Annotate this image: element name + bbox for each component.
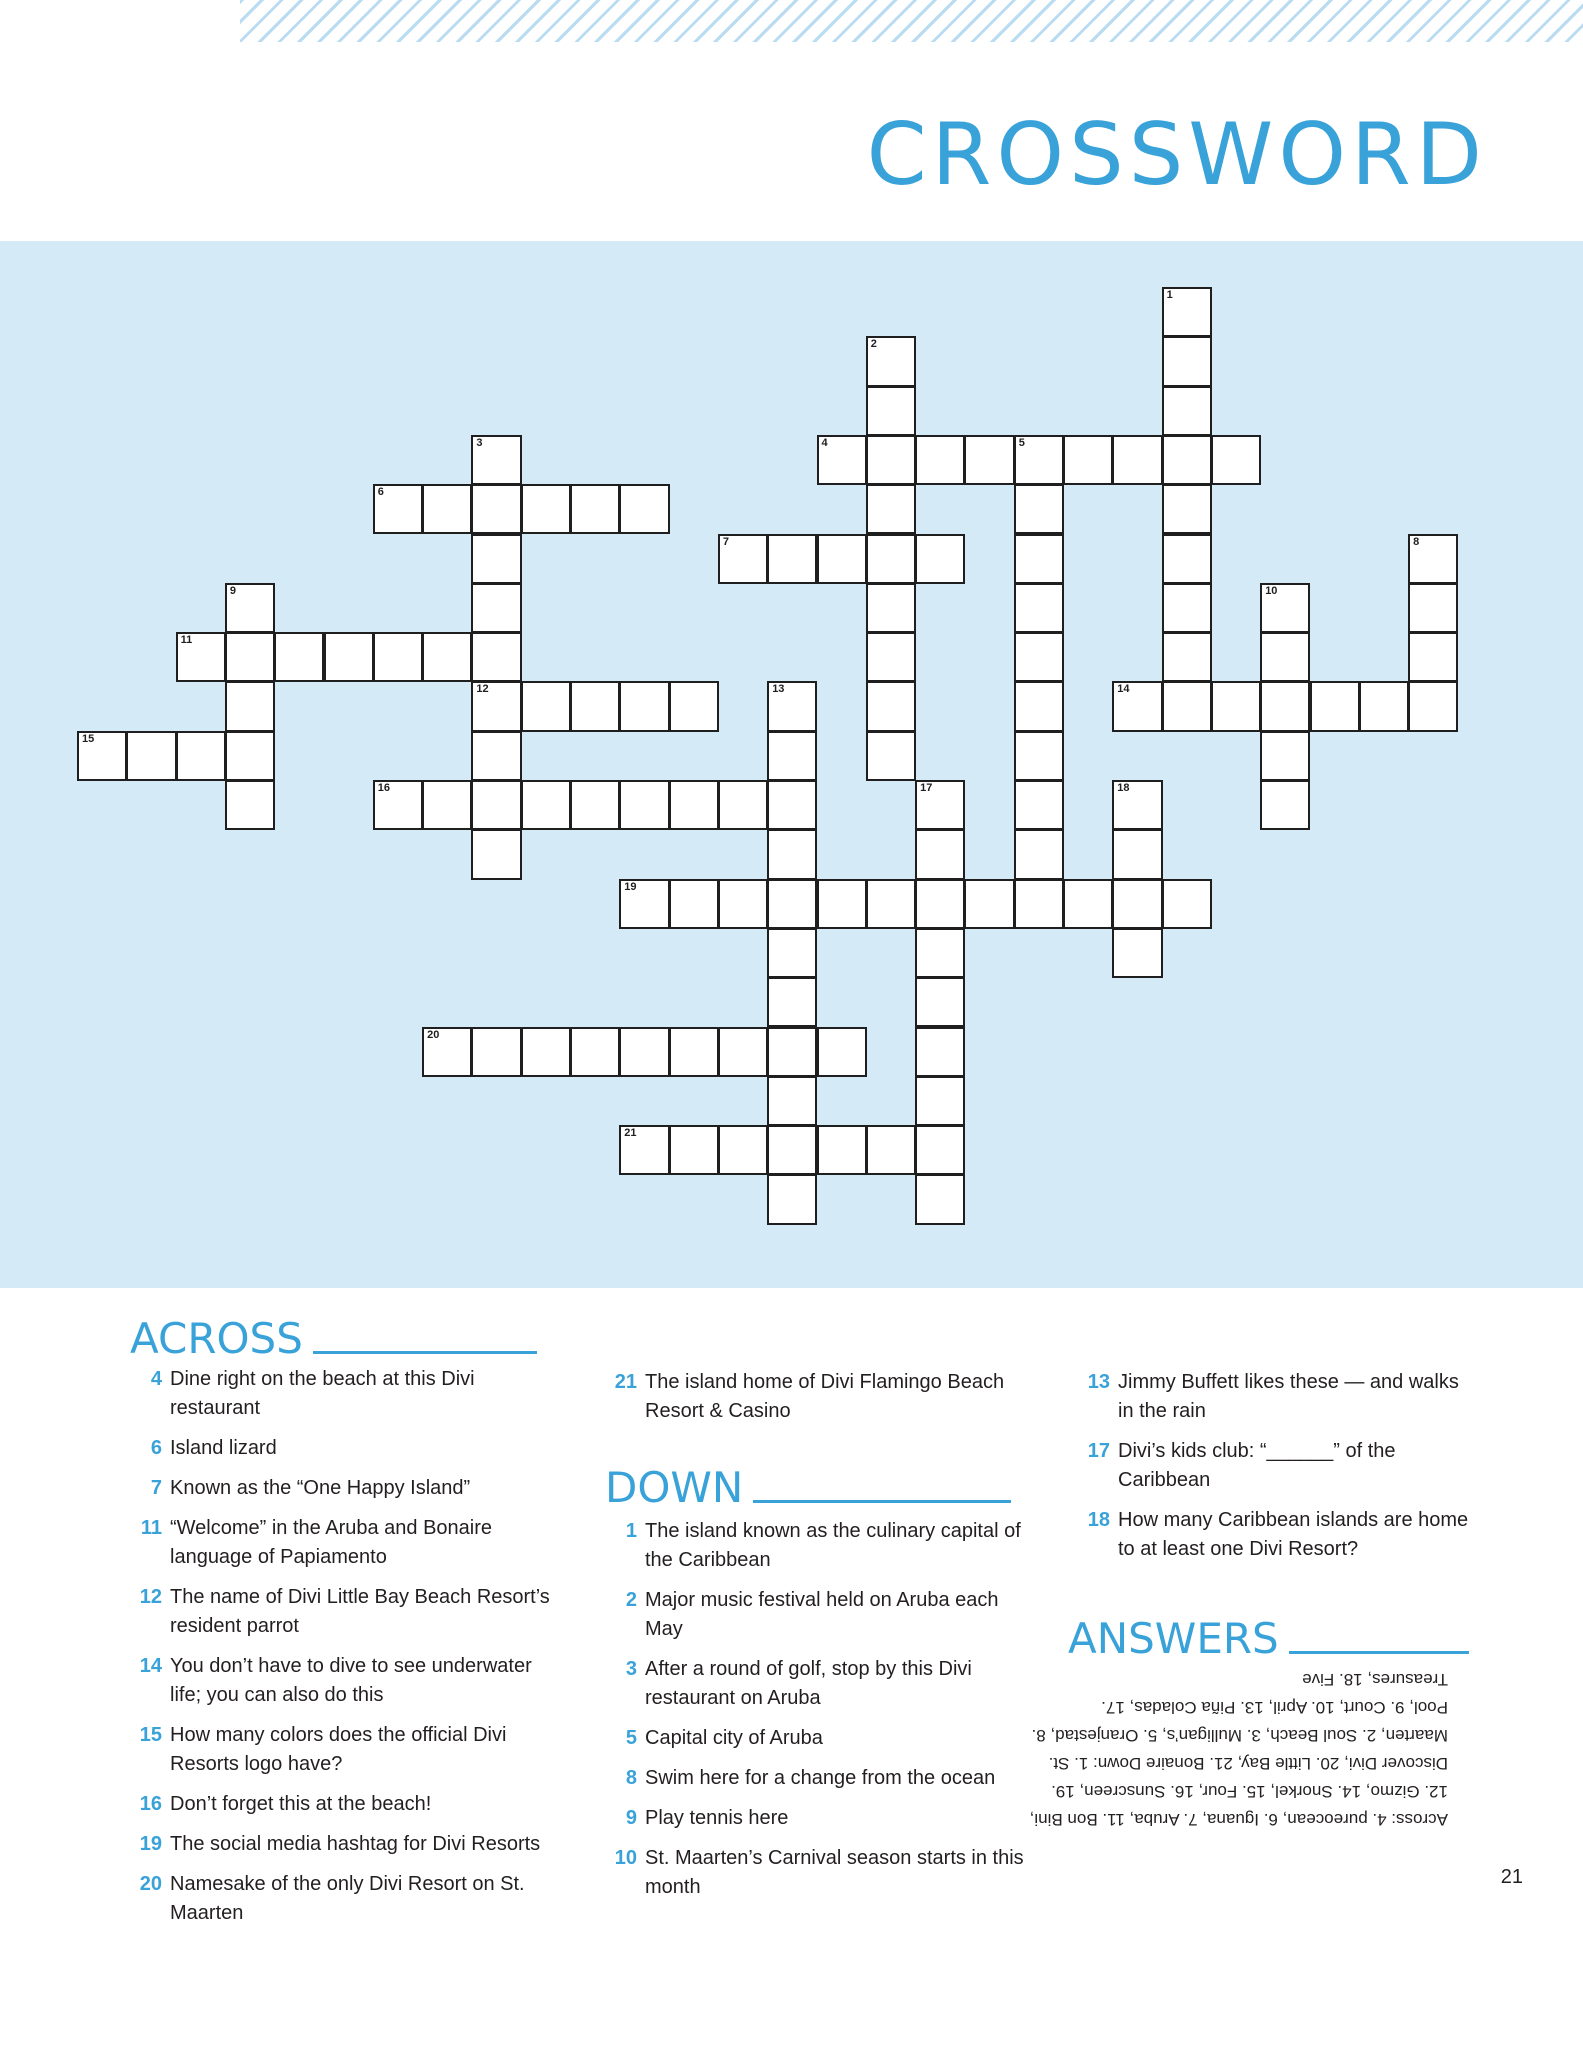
cell-clue-number: 4 <box>821 436 828 449</box>
grid-cell[interactable] <box>324 632 374 682</box>
clue-text: Play tennis here <box>645 1807 789 1829</box>
grid-cell[interactable] <box>718 534 768 584</box>
grid-cell[interactable] <box>1310 681 1360 731</box>
grid-cell[interactable] <box>1112 879 1162 929</box>
grid-cell[interactable] <box>866 435 916 485</box>
grid-cell[interactable] <box>767 534 817 584</box>
grid-cell[interactable] <box>619 879 669 929</box>
grid-cell[interactable] <box>915 1174 965 1224</box>
grid-cell[interactable] <box>570 780 620 830</box>
cell-clue-number: 15 <box>82 732 95 745</box>
grid-cell[interactable] <box>915 435 965 485</box>
across-clues-col-2 <box>605 1368 1025 1437</box>
grid-cell[interactable] <box>1014 632 1064 682</box>
grid-cell[interactable] <box>1359 681 1409 731</box>
grid-cell[interactable] <box>767 879 817 929</box>
clue-text: How many Caribbean islands are home to at least one Divi Resort? <box>1118 1509 1469 1560</box>
down-heading-rule <box>753 1500 1011 1503</box>
grid-cell[interactable] <box>1408 681 1458 731</box>
page-title: CROSSWORD <box>866 105 1487 205</box>
grid-cell[interactable] <box>915 1076 965 1126</box>
crossword-band <box>0 241 1583 1288</box>
cell-clue-number: 5 <box>1018 436 1025 449</box>
grid-cell[interactable] <box>619 780 669 830</box>
grid-cell[interactable] <box>866 386 916 436</box>
grid-cell[interactable] <box>1408 632 1458 682</box>
grid-cell[interactable] <box>669 1125 719 1175</box>
grid-cell[interactable] <box>767 780 817 830</box>
cell-clue-number: 2 <box>870 338 877 351</box>
clue-across-7 <box>130 1474 550 1503</box>
clue-across-12 <box>130 1583 550 1641</box>
clue-text: The island home of Divi Flamingo Beach Resort & Casino <box>645 1371 1005 1422</box>
grid-cell[interactable] <box>817 435 867 485</box>
grid-cell[interactable] <box>817 1125 867 1175</box>
grid-cell[interactable] <box>619 681 669 731</box>
grid-cell[interactable] <box>176 731 226 781</box>
grid-cell[interactable] <box>471 1027 521 1077</box>
grid-cell[interactable] <box>176 632 226 682</box>
clue-down-9 <box>605 1804 1025 1833</box>
clue-down-18 <box>1078 1506 1478 1564</box>
grid-cell[interactable] <box>1162 583 1212 633</box>
grid-cell[interactable] <box>915 977 965 1027</box>
clue-text: Don’t forget this at the beach! <box>170 1793 432 1815</box>
grid-cell[interactable] <box>1162 681 1212 731</box>
cell-clue-number: 19 <box>624 880 637 893</box>
grid-cell[interactable] <box>915 879 965 929</box>
cell-clue-number: 10 <box>1265 584 1278 597</box>
clue-across-11 <box>130 1514 550 1572</box>
grid-cell[interactable] <box>1162 484 1212 534</box>
grid-cell[interactable] <box>669 879 719 929</box>
grid-cell[interactable] <box>767 1027 817 1077</box>
clue-text: The island known as the culinary capital of the Caribbean <box>645 1520 1021 1571</box>
grid-cell[interactable] <box>964 435 1014 485</box>
grid-cell[interactable] <box>619 1125 669 1175</box>
grid-cell[interactable] <box>866 583 916 633</box>
clue-number: 1 <box>625 1520 637 1542</box>
clue-number: 8 <box>625 1767 637 1789</box>
clue-text: “Welcome” in the Aruba and Bonaire language of Papiamento <box>170 1517 493 1568</box>
grid-cell[interactable] <box>570 1027 620 1077</box>
answers-heading-rule <box>1289 1651 1469 1654</box>
clue-down-5 <box>605 1724 1025 1753</box>
cell-clue-number: 14 <box>1117 683 1130 696</box>
grid-cell[interactable] <box>866 731 916 781</box>
grid-cell[interactable] <box>1162 435 1212 485</box>
clue-down-1 <box>605 1517 1025 1575</box>
grid-cell[interactable] <box>225 632 275 682</box>
grid-cell[interactable] <box>1014 484 1064 534</box>
grid-cell[interactable] <box>373 780 423 830</box>
grid-cell[interactable] <box>767 829 817 879</box>
cell-clue-number: 6 <box>377 486 384 499</box>
clue-text: Swim here for a change from the ocean <box>645 1767 996 1789</box>
grid-cell[interactable] <box>1112 681 1162 731</box>
cell-clue-number: 3 <box>476 436 483 449</box>
grid-cell[interactable] <box>225 780 275 830</box>
down-heading-text: DOWN <box>605 1463 744 1512</box>
grid-cell[interactable] <box>718 780 768 830</box>
grid-cell[interactable] <box>718 1027 768 1077</box>
grid-cell[interactable] <box>866 681 916 731</box>
grid-cell[interactable] <box>866 879 916 929</box>
clue-number: 3 <box>625 1658 637 1680</box>
across-heading-rule <box>313 1351 537 1354</box>
grid-cell[interactable] <box>471 780 521 830</box>
clue-number: 5 <box>625 1727 637 1749</box>
clue-down-2 <box>605 1586 1025 1644</box>
cell-clue-number: 16 <box>377 782 391 794</box>
clue-text: Divi’s kids club: “______” of the Caribbean <box>1118 1440 1396 1491</box>
cell-clue-number: 1 <box>1166 289 1173 301</box>
clue-across-14 <box>130 1652 550 1710</box>
clue-across-15 <box>130 1721 550 1779</box>
grid-cell[interactable] <box>471 632 521 682</box>
across-clues-col-1 <box>130 1365 550 1939</box>
cell-clue-number: 8 <box>1413 535 1420 548</box>
answers-heading-text: ANSWERS <box>1068 1614 1279 1663</box>
grid-cell[interactable] <box>1014 829 1064 879</box>
across-heading-text: ACROSS <box>130 1314 303 1363</box>
clue-number: 4 <box>150 1368 162 1390</box>
down-heading <box>605 1463 1011 1512</box>
grid-cell[interactable] <box>1014 731 1064 781</box>
cell-clue-number: 17 <box>920 782 933 794</box>
across-heading <box>130 1314 537 1363</box>
clue-text: St. Maarten’s Carnival season starts in this month <box>645 1847 1024 1898</box>
grid-cell[interactable] <box>1162 632 1212 682</box>
grid-cell[interactable] <box>817 879 867 929</box>
grid-cell[interactable] <box>866 336 916 386</box>
grid-cell[interactable] <box>1211 681 1261 731</box>
grid-cell[interactable] <box>1014 583 1064 633</box>
grid-cell[interactable] <box>126 731 176 781</box>
grid-cell[interactable] <box>521 484 571 534</box>
clue-across-19 <box>130 1830 550 1859</box>
grid-cell[interactable] <box>1063 435 1113 485</box>
cell-clue-number: 7 <box>722 535 730 548</box>
grid-cell[interactable] <box>619 1027 669 1077</box>
cell-clue-number: 21 <box>624 1127 637 1140</box>
clue-number: 15 <box>139 1724 162 1746</box>
cell-clue-number: 20 <box>427 1028 440 1041</box>
grid-cell[interactable] <box>471 534 521 584</box>
clue-number: 13 <box>1087 1371 1110 1393</box>
grid-cell[interactable] <box>471 484 521 534</box>
grid-cell[interactable] <box>1162 879 1212 929</box>
grid-cell[interactable] <box>1014 534 1064 584</box>
clue-text: Major music festival held on Aruba each May <box>645 1589 999 1640</box>
clue-number: 6 <box>150 1437 162 1459</box>
grid-cell[interactable] <box>767 1125 817 1175</box>
grid-cell[interactable] <box>767 977 817 1027</box>
grid-cell[interactable] <box>619 484 669 534</box>
grid-cell[interactable] <box>817 1027 867 1077</box>
clue-down-10 <box>605 1844 1025 1902</box>
down-clues-col-2 <box>605 1517 1025 1913</box>
clue-text: Capital city of Aruba <box>645 1727 823 1749</box>
clue-number: 21 <box>614 1371 637 1393</box>
grid-cell[interactable] <box>1408 534 1458 584</box>
clue-number: 11 <box>140 1517 162 1539</box>
grid-cell[interactable] <box>570 484 620 534</box>
grid-cell[interactable] <box>521 681 571 731</box>
clue-number: 9 <box>625 1807 637 1829</box>
clue-number: 20 <box>139 1873 162 1895</box>
clue-text: The social media hashtag for Divi Resorts <box>170 1833 541 1855</box>
page-number: 21 <box>1500 1866 1523 1888</box>
grid-cell[interactable] <box>817 534 867 584</box>
grid-cell[interactable] <box>718 879 768 929</box>
grid-cell[interactable] <box>471 583 521 633</box>
grid-cell[interactable] <box>767 928 817 978</box>
cell-clue-number: 9 <box>229 584 237 597</box>
clue-text: Island lizard <box>170 1437 277 1459</box>
grid-cell[interactable] <box>225 731 275 781</box>
grid-cell[interactable] <box>866 1125 916 1175</box>
grid-cell[interactable] <box>1260 731 1310 781</box>
grid-cell[interactable] <box>767 1174 817 1224</box>
grid-cell[interactable] <box>669 1027 719 1077</box>
answers-heading <box>1068 1614 1469 1663</box>
grid-cell[interactable] <box>866 632 916 682</box>
clue-number: 16 <box>139 1793 162 1815</box>
grid-cell[interactable] <box>1112 829 1162 879</box>
clue-down-17 <box>1078 1437 1478 1495</box>
grid-cell[interactable] <box>767 731 817 781</box>
grid-cell[interactable] <box>422 484 472 534</box>
clue-down-13 <box>1078 1368 1478 1426</box>
grid-cell[interactable] <box>521 1027 571 1077</box>
grid-cell[interactable] <box>767 681 817 731</box>
grid-cell[interactable] <box>1112 780 1162 830</box>
grid-cell[interactable] <box>1014 780 1064 830</box>
grid-cell[interactable] <box>471 829 521 879</box>
clue-text: Dine right on the beach at this Divi restaurant <box>170 1368 475 1419</box>
grid-cell[interactable] <box>1162 336 1212 386</box>
grid-cell[interactable] <box>1014 879 1064 929</box>
grid-cell[interactable] <box>471 681 521 731</box>
grid-cell[interactable] <box>570 681 620 731</box>
grid-cell[interactable] <box>866 534 916 584</box>
grid-cell[interactable] <box>915 534 965 584</box>
grid-cell[interactable] <box>1260 780 1310 830</box>
clue-number: 10 <box>614 1847 637 1869</box>
grid-cell[interactable] <box>915 928 965 978</box>
clue-text: Jimmy Buffett likes these — and walks in the rain <box>1118 1371 1459 1422</box>
grid-cell[interactable] <box>718 1125 768 1175</box>
answers-text-upside-down: Across: 4. pureocean, 6. Iguana, 7. Aruba, 11. Bon Bini, 12. Gizmo, 14. Snorkel, 15. Four, 16. Sunscreen, 19. Discover Divi, 20. Little Bay, 21. Bonaire Down: 1. St. Maarten, 2. Soul Beach, 3. Mulligan’s, 5. Oranjestad, 8. Pool, 9. Court, 10. April, 13. Piña Coladas, 17. Treasures, 18. Five <box>1029 1670 1448 1829</box>
clue-text: Known as the “One Happy Island” <box>170 1477 471 1499</box>
grid-cell[interactable] <box>1260 681 1310 731</box>
clue-number: 2 <box>625 1589 637 1611</box>
clue-text: Namesake of the only Divi Resort on St. Maarten <box>170 1873 525 1924</box>
grid-cell[interactable] <box>422 632 472 682</box>
clue-number: 14 <box>139 1655 162 1677</box>
clue-across-6 <box>130 1434 550 1463</box>
clue-number: 12 <box>139 1586 162 1608</box>
clue-text: After a round of golf, stop by this Divi restaurant on Aruba <box>645 1658 972 1709</box>
grid-cell[interactable] <box>422 780 472 830</box>
grid-cell[interactable] <box>1211 435 1261 485</box>
grid-cell[interactable] <box>1162 386 1212 436</box>
grid-cell[interactable] <box>471 435 521 485</box>
grid-cell[interactable] <box>422 1027 472 1077</box>
grid-cell[interactable] <box>1408 583 1458 633</box>
grid-cell[interactable] <box>669 780 719 830</box>
clue-across-4 <box>130 1365 550 1423</box>
grid-cell[interactable] <box>1014 435 1064 485</box>
grid-cell[interactable] <box>1063 879 1113 929</box>
clue-number: 18 <box>1087 1509 1110 1531</box>
clue-across-21 <box>605 1368 1025 1426</box>
grid-cell[interactable] <box>1162 534 1212 584</box>
grid-cell[interactable] <box>1014 681 1064 731</box>
grid-cell[interactable] <box>964 879 1014 929</box>
grid-cell[interactable] <box>915 1125 965 1175</box>
clue-number: 17 <box>1087 1440 1110 1462</box>
grid-cell[interactable] <box>373 632 423 682</box>
grid-cell[interactable] <box>225 583 275 633</box>
grid-cell[interactable] <box>77 731 127 781</box>
grid-cell[interactable] <box>373 484 423 534</box>
clue-across-16 <box>130 1790 550 1819</box>
cell-clue-number: 18 <box>1117 782 1130 794</box>
grid-cell[interactable] <box>915 1027 965 1077</box>
clue-number: 7 <box>150 1477 162 1499</box>
down-clues-col-3 <box>1078 1368 1478 1575</box>
grid-cell[interactable] <box>1112 928 1162 978</box>
grid-cell[interactable] <box>866 484 916 534</box>
grid-cell[interactable] <box>471 731 521 781</box>
grid-cell[interactable] <box>1112 435 1162 485</box>
decorative-hatch-band <box>240 0 1583 42</box>
grid-cell[interactable] <box>1260 632 1310 682</box>
clue-text: You don’t have to dive to see underwater life; you can also do this <box>170 1655 532 1706</box>
clue-number: 19 <box>139 1833 162 1855</box>
grid-cell[interactable] <box>274 632 324 682</box>
clue-down-3 <box>605 1655 1025 1713</box>
clue-text: How many colors does the official Divi Resorts logo have? <box>170 1724 507 1775</box>
grid-cell[interactable] <box>915 780 965 830</box>
clue-down-8 <box>605 1764 1025 1793</box>
grid-cell[interactable] <box>1260 583 1310 633</box>
cell-clue-number: 12 <box>476 683 489 696</box>
grid-cell[interactable] <box>225 681 275 731</box>
grid-cell[interactable] <box>1162 287 1212 337</box>
cell-clue-number: 13 <box>772 683 785 696</box>
grid-cell[interactable] <box>669 681 719 731</box>
cell-clue-number: 11 <box>180 634 193 647</box>
clue-text: The name of Divi Little Bay Beach Resort’s resident parrot <box>170 1586 550 1637</box>
grid-cell[interactable] <box>915 829 965 879</box>
grid-cell[interactable] <box>767 1076 817 1126</box>
grid-cell[interactable] <box>521 780 571 830</box>
clue-across-20 <box>130 1870 550 1928</box>
